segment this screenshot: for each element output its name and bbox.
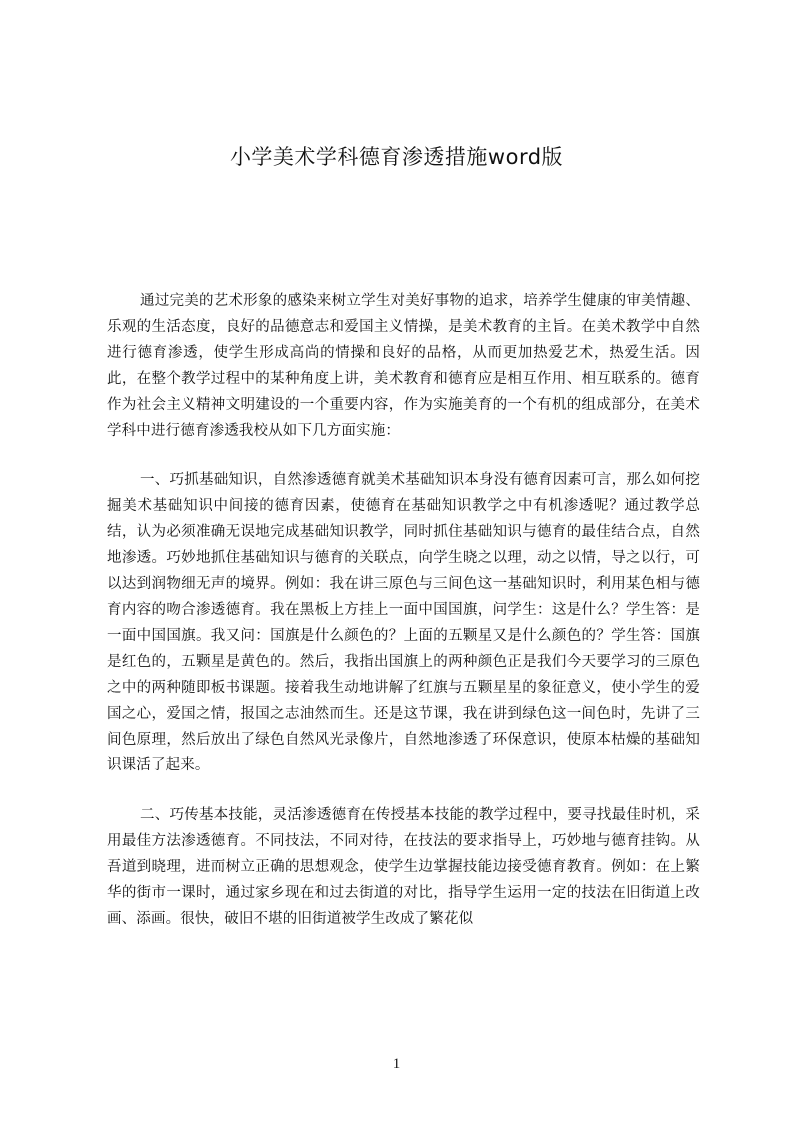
paragraph-section-1: 一、巧抓基础知识，自然渗透德育就美术基础知识本身没有德育因素可言，那么如何挖掘美术基础知识中间接的德育因素，使德育在基础知识教学之中有机渗透呢？通过教学总结，认为必须准确无误地完成基础知识教学，同时抓住基础知识与德育的最佳结合点，自然地渗透。巧妙地抓住基础知识与德育的关联点，向学生晓之以理，动之以情，导之以行，可以达到润物细无声的境界。例如：我在讲三原色与三间色这一基础知识时，利用某色相与德育内容的吻合渗透德育。我在黑板上方挂上一面中国国旗，问学生：这是什么？学生答：是一面中国国旗。我又问：国旗是什么颜色的？上面的五颗星又是什么颜色的？学生答：国旗是红色的，五颗星是黄色的。然后，我指出国旗上的两种颜色正是我们今天要学习的三原色之中的两种随即板书课题。接着我生动地讲解了红旗与五颗星星的象征意义，使小学生的爱国之心，爱国之情，报国之志油然而生。还是这节课，我在讲到绿色这一间色时，先讲了三间色原理，然后放出了绿色自然风光录像片，自然地渗透了环保意识，使原本枯燥的基础知识课活了起来。 <box>107 472 700 774</box>
paragraph-section-2: 二、巧传基本技能，灵活渗透德育在传授基本技能的教学过程中，要寻找最佳时机，采用最佳方法渗透德育。不同技法，不同对待，在技法的要求指导上，巧妙地与德育挂钩。从吾道到晓理，进而树立正确的思想观念，使学生边掌握技能边接受德育教育。例如：在上繁华的街市一课时，通过家乡现在和过去街道的对比，指导学生运用一定的技法在旧街道上改画、添画。很快，破旧不堪的旧街道被学生改成了繁花似 <box>107 807 700 927</box>
paragraph-intro: 通过完美的艺术形象的感染来树立学生对美好事物的追求，培养学生健康的审美情趣、乐观的生活态度，良好的品德意志和爱国主义情操，是美术教育的主旨。在美术教学中自然进行德育渗透，使学生形成高尚的情操和良好的品格，从而更加热爱艺术，热爱生活。因此，在整个教学过程中的某种角度上讲，美术教育和德育应是相互作用、相互联系的。德育作为社会主义精神文明建设的一个重要内容，作为实施美育的一个有机的组成部分，在美术学科中进行德育渗透我校从如下几方面实施： <box>107 293 700 439</box>
page-number: 1 <box>392 1056 401 1072</box>
document-title: 小学美术学科德育渗透措施word版 <box>229 145 564 169</box>
document-body <box>107 289 700 933</box>
